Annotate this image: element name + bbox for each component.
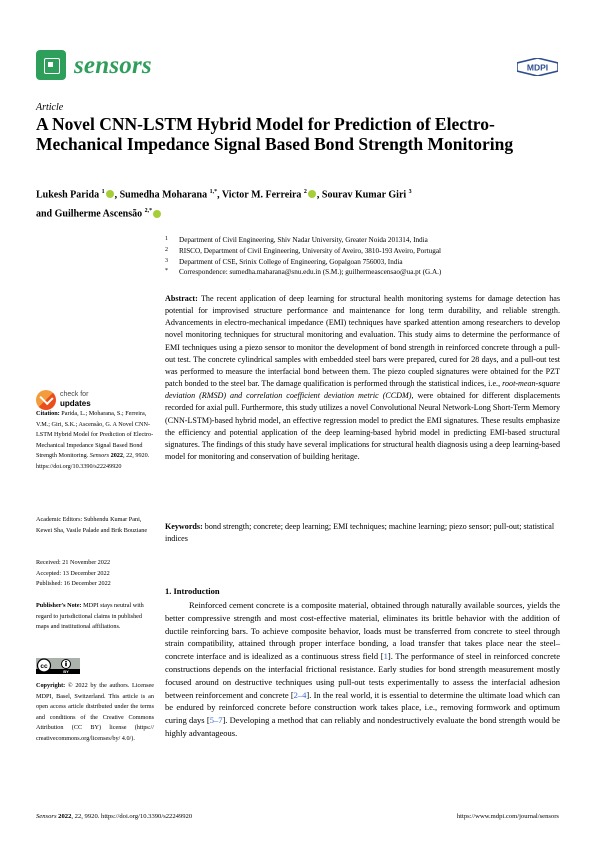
correspondence: * Correspondence: sumedha.maharana@snu.edu.in (S.M.); guilhermeascensao@ua.pt (G.A.) <box>165 268 442 277</box>
mdpi-logo-icon <box>517 58 558 76</box>
received-date: Received: 21 November 2022 <box>36 559 111 566</box>
cc-by-license-icon[interactable] <box>36 658 80 674</box>
author-line-1: Lukesh Parida $^1$ , Sumedha Moharana $^{1,*}$, Victor M. Ferreira $^2$ , Sourav Kumar Giri $^3$ <box>36 189 412 201</box>
affiliations <box>165 235 560 278</box>
keywords-label: Keywords: <box>165 522 203 531</box>
svg-text:MDPI: MDPI <box>526 62 549 73</box>
svg-text:cc: cc <box>40 663 48 670</box>
check-for-updates-button[interactable]: check for updates <box>36 389 106 413</box>
accepted-date: Accepted: 13 December 2022 <box>36 569 110 577</box>
author-line-2: and Guilherme Ascensão $^{2,*}$ <box>36 203 536 222</box>
abstract-label: Abstract: <box>165 294 198 303</box>
publisher-note: Publisher's Note: MDPI stays neutral with regard to jurisdictional claims in published maps and institutional affiliations. <box>36 602 144 630</box>
paper-title: A Novel CNN-LSTM Hybrid Model for Prediction of Electro-Mechanical Impedance Signal Based Bond Strength Monitoring <box>36 114 514 154</box>
abstract: Abstract: The recent application of deep learning for structural health monitoring systems for damage detection has potential for improvised structure performance and maintenance for long term durability, and reliable strength. Advancements in electro-mechanical impedance (EMI) techniques have sparked attention among researchers to develop novel monitoring techniques for structural monitoring and evaluation. This study aims to determine the performance of EMI techniques using a piezo sensor to monitor the development of bond strength in reinforced concrete through a pull-out test. The concrete cylindrical samples with embedded steel bars were prepared, cured for 28 days, and a pull-out test was performed to measure the interfacial bond between them. The piezo coupled signatures were obtained for the PZT patch bonded to the steel bar. The damage qualification is performed through the statistical indices, i.e., root-mean-square deviation (RMSD) and correlation coefficient deviation metric (CCDM), were obtained for different displacements recorded for axial pull. Furthermore, this study utilizes a novel Convolutional Neural Network-Long Short-Term Memory (CNN-LSTM)-based hybrid model, an effective regression model to predict the EMI signatures. These results emphasize the efficiency and potential application of the deep learning-based hybrid model in predicting EMI-based structural signatures. The findings of this study have several implications for structural health diagnosis using a deep learning-based model for monitoring and conservation of building heritage. <box>165 294 560 462</box>
affiliation-3: 3 Department of CSE, Srinix College of Engineering, Gopalgoan 756003, India <box>165 257 403 266</box>
copyright-notice: Copyright: © 2022 by the authors. Licensee MDPI, Basel, Switzerland. This article is an open access article distributed under the terms and conditions of the Creative Commons Attribution (CC BY) license (https:// creativecommons.org/licenses/by/ 4.0/). <box>36 682 154 742</box>
section-heading-introduction: 1. Introduction <box>165 586 220 596</box>
check-updates-icon <box>36 390 56 410</box>
dates <box>36 558 154 590</box>
affiliation-2: 2 RISCO, Department of Civil Engineering, University of Aveiro, 3810-193 Aveiro, Portugal <box>165 246 442 255</box>
journal-name: sensors <box>74 52 152 79</box>
academic-editors: Academic Editors: Subhendu Kumar Pani, Kewei Sha, Vasile Palade and Brik Bouziane <box>36 516 148 534</box>
svg-text:BY: BY <box>63 669 69 674</box>
keywords: Keywords: bond strength; concrete; deep learning; EMI techniques; machine learning; piezo sensor; pull-out; statistical indices <box>165 522 555 544</box>
footer-journal-url[interactable]: https://www.mdpi.com/journal/sensors <box>456 813 559 820</box>
author-list <box>36 184 536 223</box>
published-date: Published: 16 December 2022 <box>36 580 111 587</box>
journal-logo-icon <box>36 50 66 80</box>
orcid-icon[interactable] <box>308 190 316 198</box>
reference-link[interactable]: 5–7 <box>209 715 223 726</box>
citation: Citation: Parida, L.; Moharana, S.; Ferreira, V.M.; Giri, S.K.; Ascensão, G. A Novel CNN-LSTM Hybrid Model for Prediction of Electro-Mechanical Impedance Signal Based Bond Strength Monitoring. Sensors 2022, 22, 9920. https://doi.org/10.3390/s22249920 <box>36 410 154 470</box>
affiliation-1: 1 Department of Civil Engineering, Shiv Nadar University, Greater Noida 201314, India <box>165 236 428 244</box>
reference-link[interactable]: 2–4 <box>293 689 307 700</box>
reference-link[interactable]: 1 <box>383 651 388 662</box>
footer-citation: Sensors 2022, 22, 9920. https://doi.org/10.3390/s22249920 <box>36 813 193 820</box>
orcid-icon[interactable] <box>153 210 161 218</box>
article-type: Article <box>36 102 64 113</box>
introduction-paragraph: Reinforced cement concrete is a composite material, obtained through naturally available sources, yields the better compressive strength and most cost-effective material, eliminates its brittle behavior with the addition of ductile reinforcing bars. To achieve composite behavior, loads must be transferred from concrete to steel through strain compatibility, attained through proper interface bonding, a load transfer that takes place near the steel–concrete interface and is idealized as a continuous stress field [1]. The performance of steel in reinforced concrete constructions depends on the interfacial frictional resistance. Early studies for bond strength measurement mostly focused around on destructive techniques using pull-out tests experimentally to assess the interfacial adhesion between reinforcement and concrete [2–4]. In the real world, it is essential to determine the ultimate load which can be endured by reinforced concrete before construction work takes place, i.e., removing formwork and optimum curing days [5–7]. Developing a method that can reliably and nondestructively evaluate the bond strength would be highly advantageous. <box>165 600 561 738</box>
orcid-icon[interactable] <box>106 190 114 198</box>
